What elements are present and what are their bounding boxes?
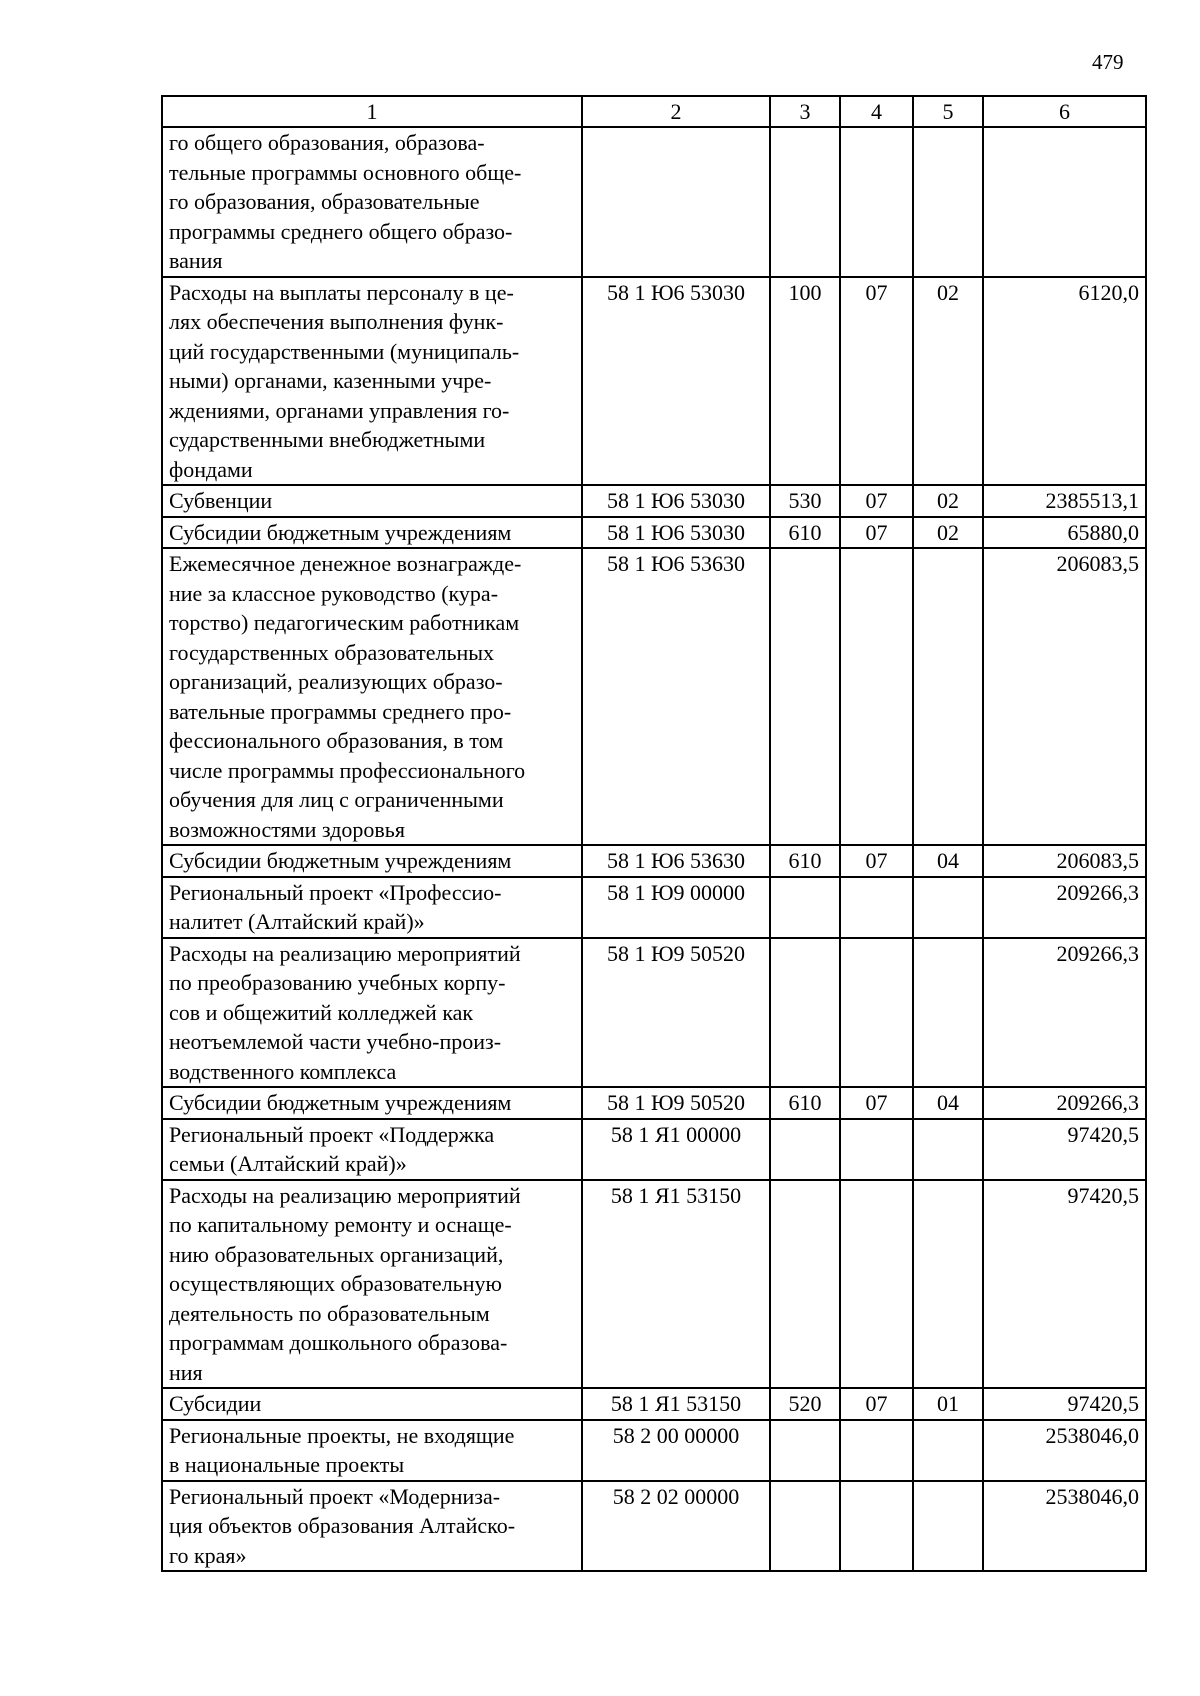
row-name-line: Региональный проект «Поддержка bbox=[169, 1121, 495, 1147]
row-amount-cell: 209266,3 bbox=[983, 877, 1146, 938]
row-name-line: ние за классное руководство (кура- bbox=[169, 580, 499, 606]
row-col3-cell bbox=[770, 127, 840, 277]
header-col-6: 6 bbox=[983, 96, 1146, 127]
row-name-cell bbox=[162, 1180, 582, 1389]
row-name-line: семьи (Алтайский край)» bbox=[169, 1151, 407, 1176]
row-name-line: фондами bbox=[169, 456, 253, 482]
row-name-line: го образования, образовательные bbox=[169, 189, 480, 214]
row-code-cell: 58 1 Ю9 50520 bbox=[582, 1087, 770, 1119]
row-name-line: го края» bbox=[169, 1542, 247, 1568]
row-col5-cell bbox=[913, 1180, 983, 1389]
table-row bbox=[162, 517, 1146, 549]
table-row bbox=[162, 127, 1146, 277]
row-code-cell: 58 1 Я1 00000 bbox=[582, 1119, 770, 1180]
row-code-cell bbox=[582, 127, 770, 277]
row-name-line: сов и общежитий колледжей как bbox=[169, 999, 474, 1025]
header-col-5: 5 bbox=[913, 96, 983, 127]
row-code-cell: 58 1 Ю9 00000 bbox=[582, 877, 770, 938]
row-col5-cell bbox=[913, 1481, 983, 1572]
row-col3-cell bbox=[770, 1119, 840, 1180]
row-col3-cell: 610 bbox=[770, 517, 840, 549]
row-name-line: программам дошкольного образова- bbox=[169, 1330, 508, 1355]
row-col4-cell: 07 bbox=[840, 845, 913, 877]
row-col4-cell bbox=[840, 548, 913, 845]
row-name-line: числе программы профессионального bbox=[169, 757, 526, 783]
row-code-cell: 58 1 Ю9 50520 bbox=[582, 938, 770, 1088]
row-col5-cell bbox=[913, 548, 983, 845]
row-name-cell bbox=[162, 938, 582, 1088]
row-name-line: нию образовательных организаций, bbox=[169, 1241, 504, 1267]
row-col4-cell bbox=[840, 1481, 913, 1572]
row-name-line: в национальные проекты bbox=[169, 1452, 405, 1477]
row-name-line: неотъемлемой части учебно-произ- bbox=[169, 1029, 502, 1054]
row-col4-cell: 07 bbox=[840, 277, 913, 486]
row-col3-cell bbox=[770, 1481, 840, 1572]
budget-table bbox=[161, 95, 1147, 1572]
row-name-line: Ежемесячное денежное вознагражде- bbox=[169, 551, 522, 576]
row-name-line: ций государственными (муниципаль- bbox=[169, 338, 520, 364]
table-row bbox=[162, 485, 1146, 517]
header-col-4: 4 bbox=[840, 96, 913, 127]
row-name-line: Расходы на реализацию мероприятий bbox=[169, 1182, 521, 1208]
row-col4-cell bbox=[840, 938, 913, 1088]
row-name-cell bbox=[162, 517, 582, 549]
table-row bbox=[162, 845, 1146, 877]
row-code-cell: 58 2 00 00000 bbox=[582, 1420, 770, 1481]
header-col-2: 2 bbox=[582, 96, 770, 127]
row-name-line: Расходы на выплаты персоналу в це- bbox=[169, 279, 514, 305]
row-amount-cell: 65880,0 bbox=[983, 517, 1146, 549]
row-amount-cell: 206083,5 bbox=[983, 845, 1146, 877]
row-col5-cell: 02 bbox=[913, 517, 983, 549]
table-row bbox=[162, 1119, 1146, 1180]
row-col4-cell: 07 bbox=[840, 1388, 913, 1420]
row-amount-cell: 6120,0 bbox=[983, 277, 1146, 486]
row-code-cell: 58 1 Ю6 53030 bbox=[582, 277, 770, 486]
row-col3-cell: 610 bbox=[770, 1087, 840, 1119]
row-amount-cell: 97420,5 bbox=[983, 1388, 1146, 1420]
row-col5-cell: 02 bbox=[913, 485, 983, 517]
row-name-cell bbox=[162, 1087, 582, 1119]
row-name-line: по преобразованию учебных корпу- bbox=[169, 970, 506, 995]
row-amount-cell: 2538046,0 bbox=[983, 1420, 1146, 1481]
row-col4-cell bbox=[840, 127, 913, 277]
row-name-cell bbox=[162, 548, 582, 845]
row-name-line: ция объектов образования Алтайско- bbox=[169, 1513, 516, 1538]
row-col5-cell bbox=[913, 127, 983, 277]
row-name-line: Расходы на реализацию мероприятий bbox=[169, 940, 521, 966]
row-name-line: тельные программы основного обще- bbox=[169, 159, 522, 185]
row-name-line: ния bbox=[169, 1359, 203, 1385]
row-name-cell bbox=[162, 127, 582, 277]
row-code-cell: 58 2 02 00000 bbox=[582, 1481, 770, 1572]
row-name-line: лях обеспечения выполнения функ- bbox=[169, 309, 504, 334]
row-col3-cell bbox=[770, 938, 840, 1088]
row-name-cell bbox=[162, 877, 582, 938]
row-col3-cell bbox=[770, 1180, 840, 1389]
row-col4-cell bbox=[840, 877, 913, 938]
row-name-line: обучения для лиц с ограниченными bbox=[169, 787, 504, 812]
row-col4-cell: 07 bbox=[840, 517, 913, 549]
row-col4-cell bbox=[840, 1420, 913, 1481]
row-name-line: Региональный проект «Профессио- bbox=[169, 879, 502, 905]
table-row bbox=[162, 1180, 1146, 1389]
table-row bbox=[162, 938, 1146, 1088]
row-name-line: Субсидии bbox=[169, 1391, 262, 1416]
row-col5-cell bbox=[913, 938, 983, 1088]
table-row bbox=[162, 277, 1146, 486]
row-col5-cell bbox=[913, 877, 983, 938]
table-row bbox=[162, 1481, 1146, 1572]
row-name-cell bbox=[162, 485, 582, 517]
row-col3-cell: 100 bbox=[770, 277, 840, 486]
table-row bbox=[162, 1087, 1146, 1119]
header-col-1: 1 bbox=[162, 96, 582, 127]
table-row bbox=[162, 877, 1146, 938]
row-name-line: программы среднего общего образо- bbox=[169, 218, 513, 244]
row-name-line: государственных образовательных bbox=[169, 639, 495, 665]
row-code-cell: 58 1 Ю6 53030 bbox=[582, 517, 770, 549]
page-number: 479 bbox=[1092, 50, 1124, 74]
row-name-line: организаций, реализующих образо- bbox=[169, 669, 503, 694]
row-name-line: ждениями, органами управления го- bbox=[169, 397, 510, 423]
row-col3-cell: 520 bbox=[770, 1388, 840, 1420]
row-name-line: ными) органами, казенными учре- bbox=[169, 368, 492, 393]
row-name-line: вания bbox=[169, 248, 223, 273]
row-name-cell bbox=[162, 1119, 582, 1180]
row-name-line: возможностями здоровья bbox=[169, 816, 405, 842]
row-col5-cell: 04 bbox=[913, 1087, 983, 1119]
row-code-cell: 58 1 Я1 53150 bbox=[582, 1388, 770, 1420]
row-name-line: вательные программы среднего про- bbox=[169, 698, 512, 724]
row-amount-cell: 97420,5 bbox=[983, 1119, 1146, 1180]
row-amount-cell: 2385513,1 bbox=[983, 485, 1146, 517]
row-name-line: Субсидии бюджетным учреждениям bbox=[169, 519, 512, 545]
row-name-line: Региональный проект «Модерниза- bbox=[169, 1483, 501, 1509]
row-name-line: го общего образования, образова- bbox=[169, 130, 485, 155]
row-amount-cell: 2538046,0 bbox=[983, 1481, 1146, 1572]
row-amount-cell bbox=[983, 127, 1146, 277]
row-col5-cell: 01 bbox=[913, 1388, 983, 1420]
row-col3-cell bbox=[770, 877, 840, 938]
table-row bbox=[162, 548, 1146, 845]
header-col-3: 3 bbox=[770, 96, 840, 127]
row-col4-cell: 07 bbox=[840, 485, 913, 517]
row-col3-cell bbox=[770, 548, 840, 845]
row-name-line: Субсидии бюджетным учреждениям bbox=[169, 848, 512, 873]
row-name-cell bbox=[162, 277, 582, 486]
row-code-cell: 58 1 Ю6 53630 bbox=[582, 845, 770, 877]
row-name-line: торство) педагогическим работникам bbox=[169, 610, 520, 635]
row-amount-cell: 209266,3 bbox=[983, 1087, 1146, 1119]
row-col4-cell: 07 bbox=[840, 1087, 913, 1119]
row-name-line: сударственными внебюджетными bbox=[169, 427, 486, 452]
row-name-line: налитет (Алтайский край)» bbox=[169, 909, 425, 934]
row-col4-cell bbox=[840, 1119, 913, 1180]
row-code-cell: 58 1 Я1 53150 bbox=[582, 1180, 770, 1389]
row-col3-cell: 530 bbox=[770, 485, 840, 517]
row-col5-cell: 04 bbox=[913, 845, 983, 877]
table-row bbox=[162, 1388, 1146, 1420]
row-name-line: Региональные проекты, не входящие bbox=[169, 1422, 515, 1448]
row-amount-cell: 97420,5 bbox=[983, 1180, 1146, 1389]
row-name-line: Субсидии бюджетным учреждениям bbox=[169, 1090, 512, 1115]
row-col3-cell: 610 bbox=[770, 845, 840, 877]
row-name-line: водственного комплекса bbox=[169, 1058, 397, 1084]
row-code-cell: 58 1 Ю6 53630 bbox=[582, 548, 770, 845]
row-col4-cell bbox=[840, 1180, 913, 1389]
row-code-cell: 58 1 Ю6 53030 bbox=[582, 485, 770, 517]
row-col5-cell bbox=[913, 1119, 983, 1180]
row-name-line: осуществляющих образовательную bbox=[169, 1271, 502, 1296]
row-col5-cell: 02 bbox=[913, 277, 983, 486]
table-body bbox=[162, 127, 1146, 1571]
row-name-cell bbox=[162, 1388, 582, 1420]
row-col3-cell bbox=[770, 1420, 840, 1481]
row-amount-cell: 209266,3 bbox=[983, 938, 1146, 1088]
row-name-line: фессионального образования, в том bbox=[169, 728, 504, 753]
row-name-cell bbox=[162, 1481, 582, 1572]
row-name-line: по капитальному ремонту и оснаще- bbox=[169, 1212, 512, 1237]
row-amount-cell: 206083,5 bbox=[983, 548, 1146, 845]
table-row bbox=[162, 1420, 1146, 1481]
row-name-line: Субвенции bbox=[169, 488, 273, 513]
row-name-line: деятельность по образовательным bbox=[169, 1300, 490, 1326]
header-row bbox=[162, 96, 1146, 127]
row-col5-cell bbox=[913, 1420, 983, 1481]
row-name-cell bbox=[162, 845, 582, 877]
row-name-cell bbox=[162, 1420, 582, 1481]
